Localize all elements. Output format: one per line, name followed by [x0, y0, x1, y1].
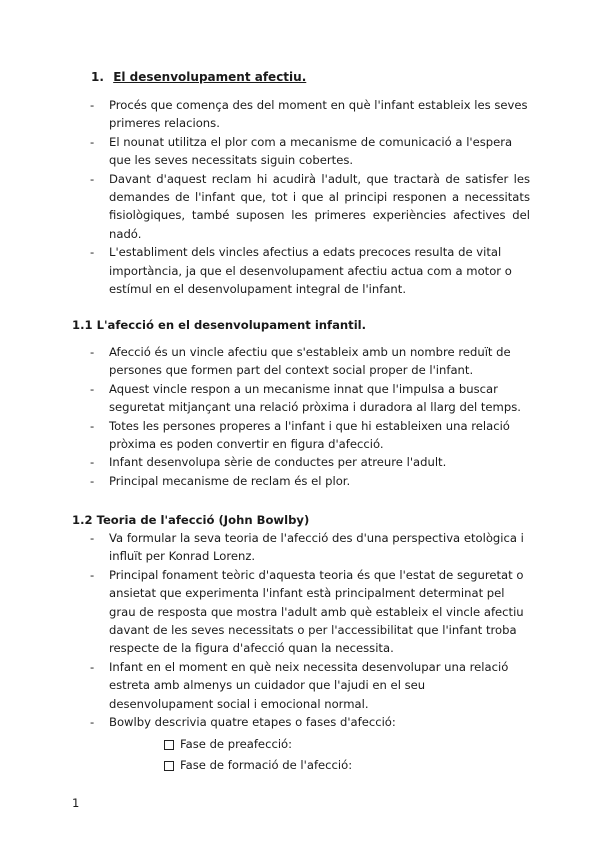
phase-list [164, 734, 352, 776]
section-1-1-heading: 1.1 L'afecció en el desenvolupament infantil. [72, 318, 367, 332]
section-1-title: El desenvolupament afectiu. [113, 70, 307, 84]
phase-label: Fase de formació de l'afecció: [180, 758, 353, 773]
list-item: - L'establiment dels vincles afectius a edats precoces resulta de vital importància, ja que el desenvolupament afectiu actua com a motor o estímul en el desenvolupament integral de l'infant. [90, 243, 530, 298]
list-item: - El nounat utilitza el plor com a mecanisme de comunicació a l'espera que les seves necessitats siguin cobertes. [90, 133, 530, 170]
list-item: - Davant d'aquest reclam hi acudirà l'adult, que tractarà de satisfer les demandes de l'infant que, tot i que al principi responen a necessitats fisiològiques, també suposen les primeres experiències afectives del nadó. [90, 170, 530, 244]
page-number: 1 [72, 796, 80, 810]
section-1-2-list [90, 529, 530, 731]
list-item: - Principal mecanisme de reclam és el plor. [90, 472, 530, 490]
phase-item [164, 734, 352, 755]
list-item: - Bowlby descrivia quatre etapes o fases d'afecció: [90, 713, 530, 731]
section-1-2-heading: 1.2 Teoria de l'afecció (John Bowlby) [72, 513, 310, 527]
phase-label: Fase de preafecció: [180, 737, 293, 752]
checkbox-icon [164, 740, 174, 750]
section-1-1-list [90, 343, 530, 490]
section-1-heading [91, 70, 306, 84]
phase-item [164, 755, 352, 776]
section-1-list [90, 96, 530, 298]
list-item: - Infant desenvolupa sèrie de conductes per atreure l'adult. [90, 453, 530, 471]
list-item: - Va formular la seva teoria de l'afecció des d'una perspectiva etològica i influït per Konrad Lorenz. [90, 529, 530, 566]
list-item: - Principal fonament teòric d'aquesta teoria és que l'estat de seguretat o ansietat que experimenta l'infant està principalment determinat pel grau de resposta que mostra l'adult amb què estableix el vincle afectiu davant de les seves necessitats o per l'accessibilitat que l'infant troba respecte de la figura d'afecció quan la necessita. [90, 566, 530, 658]
section-1-number: 1. [91, 70, 104, 84]
list-item: - Totes les persones properes a l'infant i que hi estableixen una relació pròxima es poden convertir en figura d'afecció. [90, 417, 530, 454]
list-item: - Afecció és un vincle afectiu que s'estableix amb un nombre reduït de persones que formen part del context social proper de l'infant. [90, 343, 530, 380]
checkbox-icon [164, 761, 174, 771]
list-item: - Aquest vincle respon a un mecanisme innat que l'impulsa a buscar seguretat mitjançant una relació pròxima i duradora al llarg del temps. [90, 380, 530, 417]
list-item: - Procés que comença des del moment en què l'infant estableix les seves primeres relacions. [90, 96, 530, 133]
list-item: - Infant en el moment en què neix necessita desenvolupar una relació estreta amb almenys un cuidador que l'ajudi en el seu desenvolupament social i emocional normal. [90, 658, 530, 713]
